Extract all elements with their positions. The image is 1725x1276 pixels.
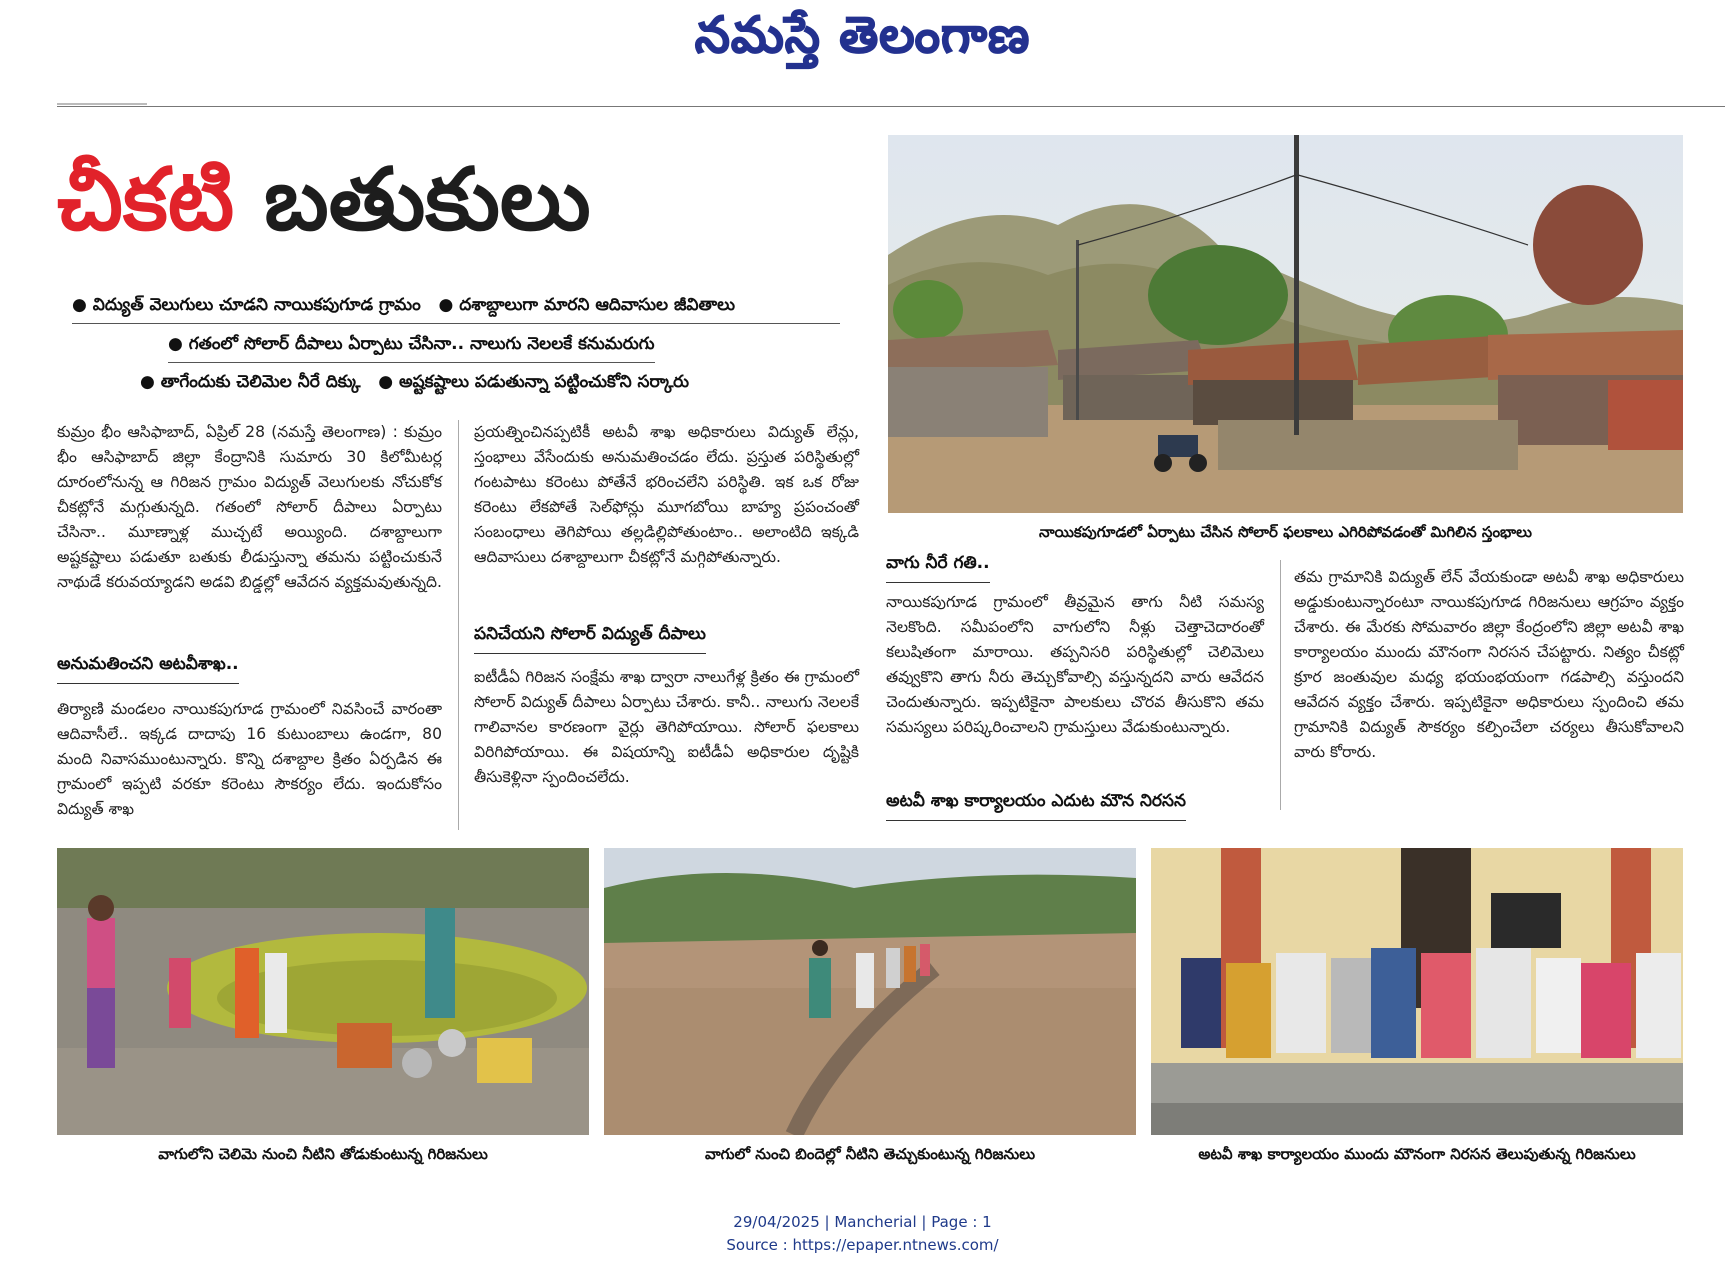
kicker-2: ● దశాబ్దాలుగా మారని ఆదివాసుల జీవితాలు [438,295,736,315]
footer-dateline: 29/04/2025 | Mancherial | Page : 1 [733,1213,992,1231]
article-col2-top: ప్రయత్నించినప్పటికీ అటవీ శాఖ అధికారులు విద్యుత్ లేన్లు, స్తంభాలు వేసేందుకు అనుమతించడం లేదు. ప్రస్తుత పరిస్థితుల్లో గంటపాటు కరెంటు పోతేనే భరించలేని పరిస్థితి. ఇక ఒక రోజు కరెంటు లేకపోతే సెల్‌ఫోన్లు మూగబోయి బాహ్య ప్రపంచంతో సంబంధాలు తెగిపోయి తల్లడిల్లిపోతుంటాం.. అలాంటిది ఇక్కడి ఆదివాసులు దశాబ్దాలుగా చీకట్లోనే మగ్గిపోతున్నారు. [474,423,859,566]
masthead-divider [57,106,1725,107]
photo-village-poles [888,135,1683,513]
headline [57,150,591,250]
article-col1-intro: కుమ్రం భీం ఆసిఫాబాద్, ఏప్రిల్ 28 (నమస్తే తెలంగాణ) : కుమ్రం భీం ఆసిఫాబాద్ జిల్లా కేంద్రానికి సుమారు 30 కిలోమీటర్ల దూరంలోనున్న ఆ గిరిజన గ్రామం విద్యుత్ వెలుగులకు నోచుకోక చీకట్లోనే మగ్గుతున్నది. గతంలో సోలార్ దీపాలు ఏర్పాటు చేసినా.. మూణ్నాళ్ల ముచ్చటే అయ్యింది. దశాబ్దాలుగా అష్టకష్టాలు పడుతూ బతుకు లీడుస్తున్నా తమను పట్టించుకునే నాథుడే కరువయ్యాడని అడవి బిడ్డల్లో ఆవేదన వ్యక్తమవుతున్నది. [57,423,443,591]
kicker-5: ● అష్టకష్టాలు పడుతున్నా పట్టించుకోని సర్కారు [378,372,690,392]
column-divider-2 [1280,560,1281,810]
masthead-accent [57,103,147,105]
kicker-3: ● గతంలో సోలార్ దీపాలు ఏర్పాటు చేసినా.. నాలుగు నెలలకే కనుమరుగు [168,334,655,363]
headline-red: చీకటి [57,150,235,250]
caption-water-pit: వాగులోని చెలిమె నుంచి నీటిని తోడుకుంటున్న గిరిజనులు [158,1145,488,1163]
caption-carrying-water: వాగులో నుంచి బిందెల్లో నీటిని తెచ్చుకుంటున్న గిరిజనులు [704,1145,1036,1163]
caption-top-photo: నాయికపుగూడలో ఏర్పాటు చేసిన సోలార్ ఫలకాలు ఎగిరిపోవడంతో మిగిలిన స్తంభాలు [1039,523,1532,541]
subhead-4: అటవీ శాఖ కార్యాలయం ఎదుట మౌన నిరసన [886,791,1186,821]
article-col2-body: ఐటీడీఏ గిరిజన సంక్షేమ శాఖ ద్వారా నాలుగేళ్ల క్రితం ఈ గ్రామంలో సోలార్ విద్యుత్ దీపాలు ఏర్పాటు చేశారు. కానీ.. నాలుగు నెలలకే గాలివానల కారణంగా వైర్లు తెగిపోయాయి. సోలార్ ఫలకాలు విరిగిపోయాయి. ఈ విషయాన్ని ఐటీడీఏ అధికారుల దృష్టికి తీసుకెళ్లినా స్పందించలేదు. [474,668,859,786]
article-col4-body: తమ గ్రామానికి విద్యుత్ లేన్ వేయకుండా అటవీ శాఖ అధికారులు అడ్డుకుంటున్నారంటూ నాయికపుగూడ గిరిజనులు ఆగ్రహం వ్యక్తం చేశారు. ఈ మేరకు సోమవారం జిల్లా కేంద్రంలోని జిల్లా అటవీ శాఖ కార్యాలయం ముందు మౌనంగా నిరసన చేపట్టారు. నిత్యం చీకట్లో క్రూర జంతువుల మధ్య భయంభయంగా గడపాల్సి వస్తుందని ఆవేదన వ్యక్తం చేశారు. ఇప్పటికైనా అధికారులు స్పందించి తమ గ్రామానికి విద్యుత్ సౌకర్యం కల్పించేలా చర్యలు తీసుకోవాలని వారు కోరారు. [1294,568,1684,761]
photo-protest-art [1151,848,1683,1135]
masthead-logo: నమస్తే తెలంగాణ [694,6,1031,64]
kicker-line-3 [140,372,689,400]
article-col1-body: తిర్యాణి మండలం నాయికపుగూడ గ్రామంలో నివసించే వారంతా ఆదివాసీలే.. ఇక్కడ దాదాపు 16 కుటుంబాలు ఉండగా, 80 మంది నివాసముంటున్నారు. కొన్ని దశాబ్దాల క్రితం ఏర్పడిన ఈ గ్రామంలో ఇప్పటి వరకూ కరెంటు సౌకర్యం లేదు. ఇందుకోసం విద్యుత్ శాఖ [57,700,442,818]
article-col3-body: నాయికపుగూడ గ్రామంలో తీవ్రమైన తాగు నీటి సమస్య నెలకొంది. సమీపంలోని వాగులోని నీళ్లు చెత్తాచెదారంతో కలుషితంగా మారాయి. తప్పనిసరి పరిస్థితుల్లో చెలిమెలు తవ్వుకొని తాగు నీరు తెచ్చుకోవాల్సి వస్తున్నదని వారు ఆవేదన చెందుతున్నారు. ఇప్పటికైనా పాలకులు చొరవ తీసుకొని తమ సమస్యలు పరిష్కరించాలని గ్రామస్తులు వేడుకుంటున్నారు. [886,593,1264,736]
footer-source: Source : https://epaper.ntnews.com/ [726,1236,999,1254]
column-divider [458,420,459,830]
photo-water-pit [57,848,589,1135]
kicker-line-1 [72,295,840,324]
photo-carrying-water-art [604,848,1136,1135]
photo-protest [1151,848,1683,1135]
photo-village-art [888,135,1683,513]
subhead-2: పనిచేయని సోలార్ విద్యుత్ దీపాలు [474,624,706,654]
photo-water-pit-art [57,848,589,1135]
headline-black: బతుకులు [264,150,591,250]
photo-carrying-water [604,848,1136,1135]
kicker-1: ● విద్యుత్ వెలుగులు చూడని నాయికపుగూడ గ్రామం [72,295,421,315]
subhead-3: వాగు నీరే గతి.. [886,553,990,583]
caption-protest: అటవీ శాఖ కార్యాలయం ముందు మౌనంగా నిరసన తెలుపుతున్న గిరిజనులు [1198,1145,1636,1163]
subhead-1: అనుమతించని అటవీశాఖ.. [57,654,239,684]
kicker-4: ● తాగేందుకు చెలిమెల నీరే దిక్కు [140,372,361,392]
